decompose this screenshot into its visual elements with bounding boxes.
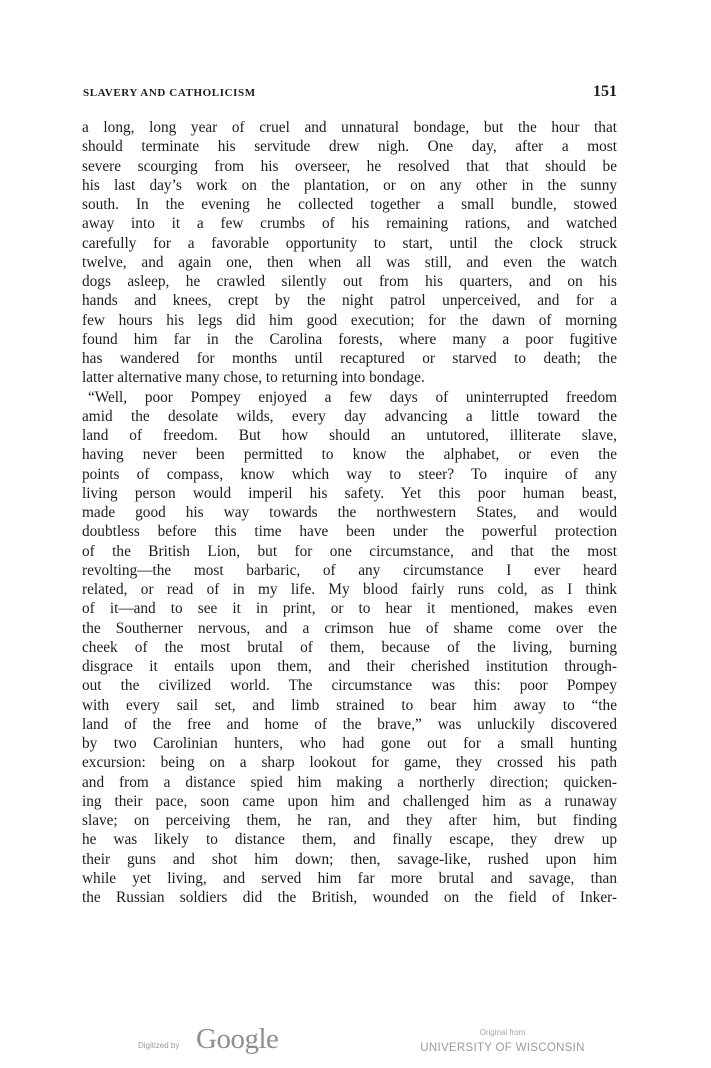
text-line: land of the free and home of the brave,” was unluckily discovered — [82, 715, 617, 733]
text-line: revolting—the most barbaric, of any circumstance I ever heard — [82, 561, 617, 579]
text-line: “Well, poor Pompey enjoyed a few days of uninterrupted freedom — [88, 388, 617, 406]
text-line: carefully for a favorable opportunity to start, until the clock struck — [82, 234, 617, 252]
text-line: having never been permitted to know the alphabet, or even the — [82, 446, 617, 464]
text-line: twelve, and again one, then when all was still, and even the watch — [82, 253, 617, 271]
text-line: the Russian soldiers did the British, wounded on the field of Inker- — [82, 889, 617, 906]
google-logo: Google — [196, 1023, 279, 1055]
text-line: slave; on perceiving them, he ran, and they after him, but finding — [82, 812, 617, 829]
running-head — [83, 83, 617, 101]
text-line: hands and knees, crept by the night patrol unperceived, and for a — [82, 292, 617, 310]
text-line: his last day’s work on the plantation, or on any other in the sunny — [82, 176, 617, 194]
text-line: severe scourging from his overseer, he resolved that that should be — [82, 157, 617, 175]
original-from-label: Original from — [479, 1028, 526, 1037]
text-line: the Southerner nervous, and a crimson hue of shame come over the — [82, 619, 617, 637]
text-line: he was likely to distance them, and finally escape, they drew up — [82, 831, 617, 849]
text-line: with every sail set, and limb strained to bear him away to “the — [82, 696, 617, 714]
text-line: amid the desolate wilds, every day advancing a little toward the — [82, 407, 617, 425]
text-line: doubtless before this time have been under the powerful protection — [82, 523, 617, 541]
text-line: living person would imperil his safety. Yet this poor human beast, — [82, 484, 617, 502]
running-title: SLAVERY AND CATHOLICISM — [83, 87, 256, 99]
page-number: 151 — [593, 83, 617, 100]
text-line: found him far in the Carolina forests, where many a poor fugitive — [82, 330, 617, 348]
text-line: related, or read of in my life. My blood fairly runs cold, as I think — [82, 581, 617, 598]
text-line: few hours his legs did him good execution; for the dawn of morning — [82, 311, 617, 329]
text-line: excursion: being on a sharp lookout for game, they crossed his path — [82, 754, 617, 772]
text-line: of it—and to see it in print, or to hear it mentioned, makes even — [82, 600, 617, 618]
text-line: cheek of the most brutal of them, because of the living, burning — [82, 638, 617, 656]
text-line: latter alternative many chose, to returning into bondage. — [82, 369, 425, 387]
text-line: ing their pace, soon came upon him and challenged him as a runaway — [82, 792, 617, 810]
text-line: should terminate his servitude drew nigh. One day, after a most — [82, 138, 617, 156]
digitized-by-label: Digitized by — [138, 1041, 180, 1050]
text-line: their guns and shot him down; then, savage-like, rushed upon him — [82, 850, 617, 868]
text-line: and from a distance spied him making a northerly direction; quicken- — [82, 773, 617, 791]
text-line: disgrace it entails upon them, and their cherished institution through- — [82, 658, 617, 675]
source-library: UNIVERSITY OF WISCONSIN — [420, 1042, 585, 1054]
text-line: made good his way towards the northwestern States, and would — [82, 504, 617, 521]
text-line: while yet living, and served him far more brutal and savage, than — [82, 869, 617, 887]
text-line: points of compass, know which way to steer? To inquire of any — [82, 465, 617, 483]
scan-footer — [0, 1020, 711, 1064]
text-line: out the civilized world. The circumstance was this: poor Pompey — [82, 677, 617, 695]
text-line: dogs asleep, he crawled silently out from his quarters, and on his — [82, 273, 617, 290]
text-line: away into it a few crumbs of his remaining rations, and watched — [82, 215, 617, 233]
text-line: by two Carolinian hunters, who had gone out for a small hunting — [82, 735, 617, 752]
body-text — [82, 118, 617, 907]
text-line: land of freedom. But how should an untutored, illiterate slave, — [82, 427, 617, 444]
text-line: has wandered for months until recaptured or starved to death; the — [82, 350, 617, 367]
text-line: south. In the evening he collected together a small bundle, stowed — [82, 196, 617, 213]
text-line: a long, long year of cruel and unnatural bondage, but the hour that — [82, 119, 617, 136]
text-line: of the British Lion, but for one circumstance, and that the most — [82, 542, 617, 560]
